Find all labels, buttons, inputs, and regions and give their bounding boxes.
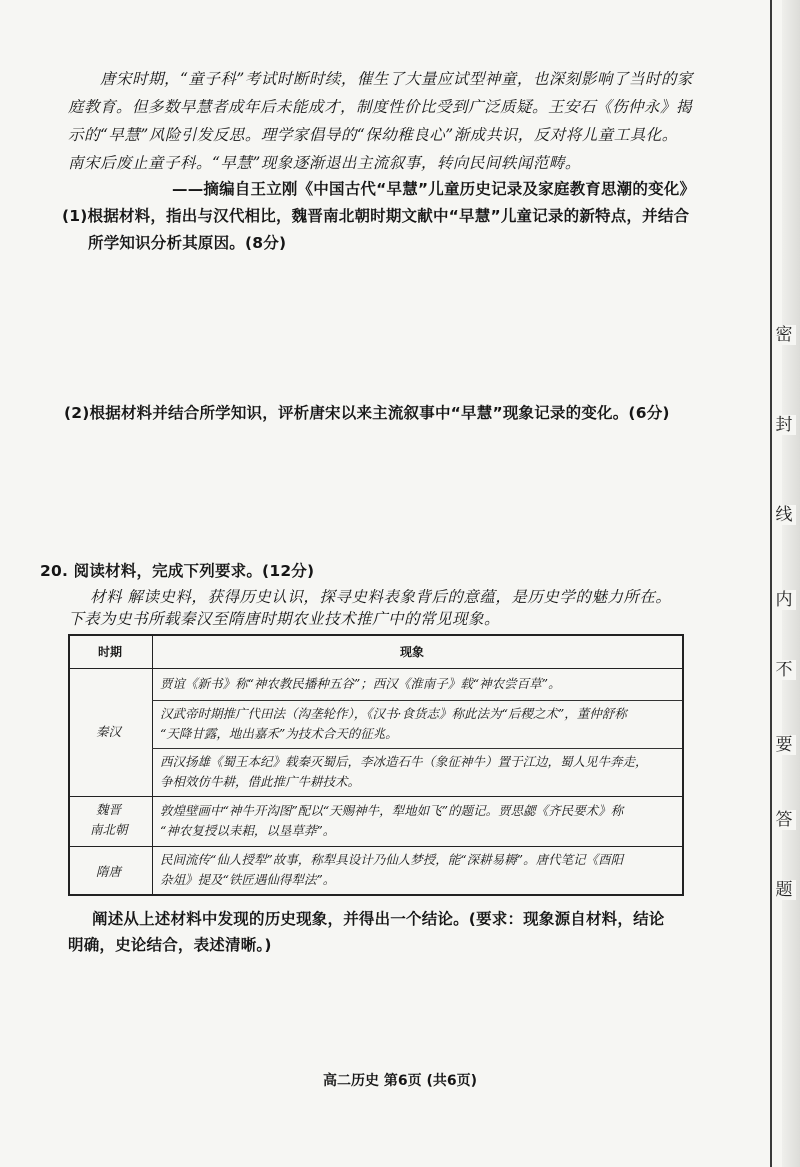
question-2: (2)根据材料并结合所学知识，评析唐宋以来主流叙事中“早慧”现象记录的变化。(6分): [64, 404, 670, 422]
seal-char: 线: [772, 505, 796, 525]
passage-source: ——摘编自王立刚《中国古代“早慧”儿童历史记录及家庭教育思潮的变化》: [172, 180, 696, 198]
table-row-1: 贾谊《新书》称“神农教民播种五谷”；西汉《淮南子》载“神农尝百草”。: [160, 676, 561, 691]
seal-line: [770, 0, 772, 1167]
table-row-2b: “天降甘露，地出嘉禾”为技术合天的征兆。: [160, 726, 398, 741]
question-1-line-2: 所学知识分析其原因。(8分): [88, 234, 287, 252]
question-20-title: 20. 阅读材料，完成下列要求。(12分): [40, 562, 315, 580]
seal-char: 封: [772, 415, 796, 435]
passage-line-4: 南宋后废止童子科。“早慧”现象逐渐退出主流叙事，转向民间轶闻范畴。: [68, 154, 581, 172]
table-row-4a: 敦煌壁画中“神牛开沟图”配以“天赐神牛，犁地如飞”的题记。贾思勰《齐民要术》称: [160, 803, 624, 818]
q20-requirement-line-2: 明确，史论结合，表述清晰。): [68, 936, 272, 954]
table-row-4b: “神农复授以耒耜，以垦草莽”。: [160, 823, 336, 838]
seal-char: 内: [772, 590, 796, 610]
table-row-5b: 杂俎》提及“铁匠遇仙得犁法”。: [160, 872, 336, 887]
table-period-weijin-1: 魏晋: [96, 802, 122, 817]
table-row-2a: 汉武帝时期推广代田法（沟垄轮作），《汉书·食货志》称此法为“后稷之术”，董仲舒称: [160, 706, 627, 721]
question-1-line-1: (1)根据材料，指出与汉代相比，魏晋南北朝时期文献中“早慧”儿童记录的新特点，并结合: [62, 207, 690, 225]
table-row-3b: 争相效仿牛耕，借此推广牛耕技术。: [160, 774, 361, 789]
table-period-suitang: 隋唐: [96, 864, 122, 879]
table-row-5a: 民间流传“仙人授犁”故事，称犁具设计乃仙人梦授，能“深耕易耨”。唐代笔记《酉阳: [160, 852, 624, 867]
page-footer: 高二历史 第6页 (共6页): [322, 1073, 478, 1089]
phenomena-table: [68, 634, 684, 896]
table-period-qinhan: 秦汉: [96, 724, 122, 739]
seal-char: 密: [772, 325, 796, 345]
seal-char: 答: [772, 810, 796, 830]
q20-material-line-1: 材料 解读史料，获得历史认识，探寻史料表象背后的意蕴，是历史学的魅力所在。: [90, 588, 672, 606]
table-header-period: 时期: [98, 645, 123, 659]
page-edge: [782, 0, 800, 1167]
passage-line-2: 庭教育。但多数早慧者成年后未能成才，制度性价比受到广泛质疑。王安石《伤仲永》揭: [68, 98, 693, 116]
q20-material-line-2: 下表为史书所载秦汉至隋唐时期农业技术推广中的常见现象。: [68, 610, 501, 628]
table-header-phenomenon: 现象: [400, 645, 425, 659]
table-period-weijin-2: 南北朝: [90, 822, 128, 837]
seal-char: 要: [772, 735, 796, 755]
table-row-3a: 西汉扬雄《蜀王本纪》载秦灭蜀后，李冰造石牛（象征神牛）置于江边，蜀人见牛奔走，: [160, 754, 648, 769]
passage-line-3: 示的“早慧”风险引发反思。理学家倡导的“保幼稚良心”渐成共识，反对将儿童工具化。: [68, 126, 678, 144]
seal-char: 题: [772, 880, 796, 900]
q20-requirement-line-1: 阐述从上述材料中发现的历史现象，并得出一个结论。(要求：现象源自材料，结论: [92, 910, 665, 928]
passage-line-1: 唐宋时期，“童子科”考试时断时续，催生了大量应试型神童，也深刻影响了当时的家: [100, 70, 693, 88]
seal-char: 不: [772, 660, 796, 680]
